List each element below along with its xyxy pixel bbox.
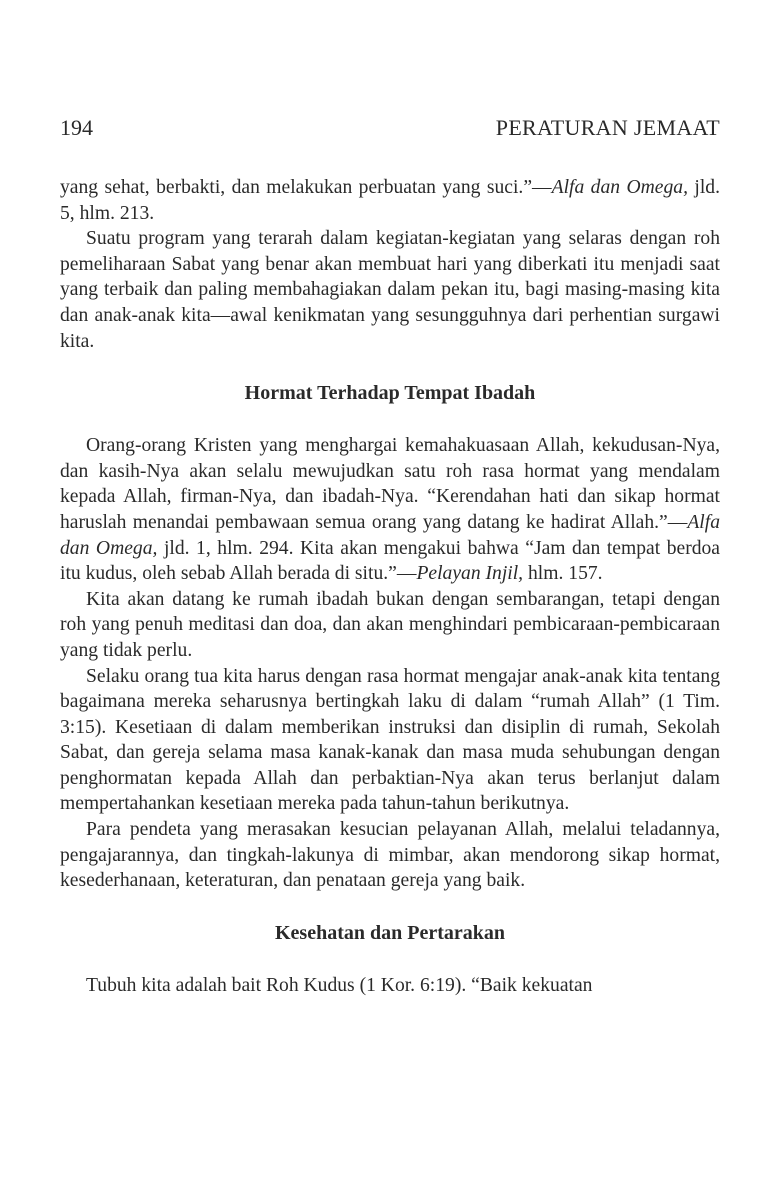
paragraph: [60, 433, 720, 587]
paragraph-continued: [60, 175, 720, 226]
paragraph: Para pendeta yang merasakan kesucian pelayanan Allah, melalui teladannya, pengajarannya, dan tingkah-lakunya di mimbar, akan mendorong sikap hormat, kesederhanaan, keteraturan, dan penataan gereja yang baik.: [60, 819, 720, 892]
body-text: [60, 175, 720, 998]
paragraph: Selaku orang tua kita harus dengan rasa hormat mengajar anak-anak kita tentang bagaimana mereka seharusnya bertingkah laku di dalam “rumah Allah” (1 Tim. 3:15). Kesetiaan di dalam memberikan instruksi dan disiplin di rumah, Sekolah Sabat, dan gereja selama masa kanak-kanak dan masa muda sehubungan dengan penghormatan kepada Allah dan perbaktian-Nya akan terus berlanjut dalam mempertahankan kesetiaan mereka pada tahun-tahun berikutnya.: [60, 665, 720, 815]
paragraph-text: yang sehat, berbakti, dan melakukan perbuatan yang suci.”—: [60, 177, 552, 198]
section-heading-health: Kesehatan dan Pertarakan: [275, 921, 505, 944]
citation-title: Pelayan Injil,: [416, 563, 524, 585]
paragraph-text: jld. 1, hlm. 294. Kita akan mengakui bahwa “Jam dan tempat berdoa itu kudus, oleh sebab Allah berada di situ.”—: [60, 537, 721, 585]
paragraph: Suatu program yang terarah dalam kegiatan-kegiatan yang selaras dengan roh pemeliharaan Sabat yang benar akan membuat hari yang diberkati itu menjadi saat yang terbaik dan paling membahagiakan dalam pekan itu, bagi masing-masing kita dan anak-anak kita—awal kenikmatan yang sesungguhnya dari perhentian surgawi kita.: [60, 228, 720, 352]
paragraph-text: jld. 5, hlm. 213.: [60, 177, 720, 224]
paragraph-text: Orang-orang Kristen yang menghargai kemahakuasaan Allah, kekudusan-Nya, dan kasih-Nya akan selalu mewujudkan satu roh rasa hormat yang mendalam kepada Allah, firman-Nya, dan ibadah-Nya. “Kerendahan hati dan sikap hormat haruslah menandai pembawaan semua orang yang datang ke hadirat Allah.”—: [60, 435, 720, 533]
page-number: 194: [60, 115, 93, 140]
citation-title: Alfa dan Omega,: [60, 511, 720, 559]
paragraph: Kita akan datang ke rumah ibadah bukan dengan sembarangan, tetapi dengan roh yang penuh meditasi dan doa, dan akan menghindari pembicaraan-pembicaraan yang tidak perlu.: [60, 588, 720, 661]
paragraph: Tubuh kita adalah bait Roh Kudus (1 Kor. 6:19). “Baik kekuatan: [86, 974, 593, 996]
paragraph-text: hlm. 157.: [523, 563, 603, 585]
section-heading-reverence: Hormat Terhadap Tempat Ibadah: [244, 382, 536, 405]
citation-title: Alfa dan Omega,: [551, 177, 688, 198]
running-title: PERATURAN JEMAAT: [495, 115, 720, 140]
